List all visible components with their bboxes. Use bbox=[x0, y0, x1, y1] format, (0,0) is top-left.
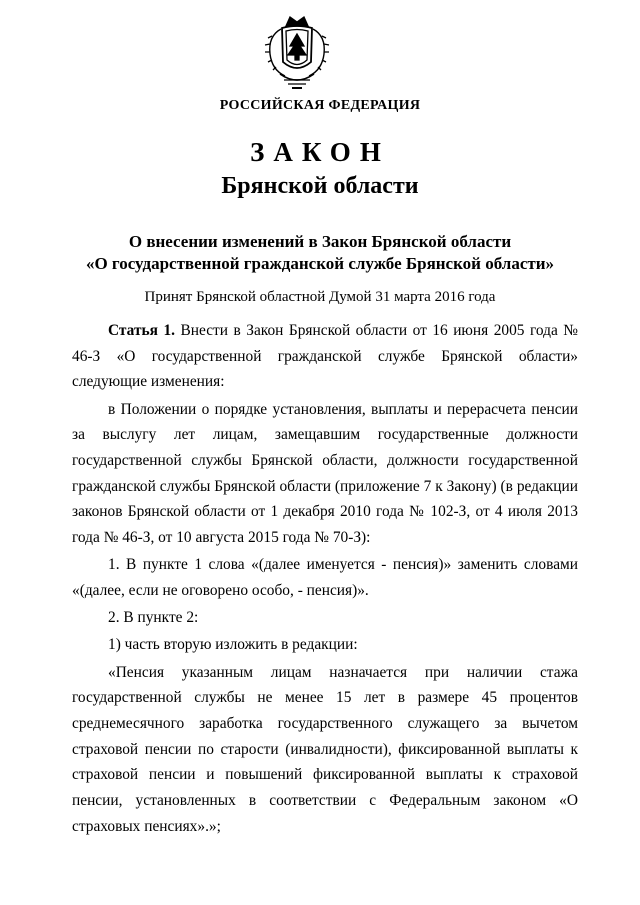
paragraph: 1. В пункте 1 слова «(далее именуется - пенсия)» заменить словами «(далее, если не оговорено особо, - пенсия)». bbox=[72, 556, 578, 600]
article-1 bbox=[72, 318, 578, 395]
document-type: ЗАКОН bbox=[250, 137, 390, 167]
document-body bbox=[72, 318, 578, 840]
law-title-line-1: О внесении изменений в Закон Брянской области bbox=[128, 232, 512, 251]
paragraph: «Пенсия указанным лицам назначается при наличии стажа государственной службы не менее 15 лет в размере 45 процентов среднемесячного заработка государственного служащего за вычетом страховой пенсии по старости (инвалидности), фиксированной выплаты к страховой пенсии и повышений фиксированной выплаты к страховой пенсии, установленных в соответствии с Федеральным законом «О страховых пенсиях».»; bbox=[72, 663, 578, 835]
article-1-text: Внести в Закон Брянской области от 16 июня 2005 года № 46-З «О государственной гражданской службе Брянской области» следующие изменения: bbox=[72, 322, 578, 391]
coat-of-arms-icon bbox=[262, 14, 332, 96]
paragraph: 2. В пункте 2: bbox=[108, 609, 199, 627]
region-name: Брянской области bbox=[221, 173, 419, 199]
paragraph: в Положении о порядке установления, выплаты и перерасчета пенсии за выслугу лет лицам, замещавшим государственные должности государственной службы Брянской области, должности государственной гражданской службы Брянской области (приложение 7 к Закону) (в редакции законов Брянской области от 1 декабря 2010 года № 102-З, от 4 июля 2013 года № 46-З, от 10 августа 2015 года № 70-З): bbox=[72, 400, 578, 547]
adoption-line: Принят Брянской областной Думой 31 марта 2016 года bbox=[144, 289, 496, 305]
law-title-line-2: «О государственной гражданской службе Брянской области» bbox=[85, 254, 555, 273]
paragraph: 1) часть вторую изложить в редакции: bbox=[108, 636, 358, 654]
article-1-label: Статья 1. bbox=[108, 322, 176, 339]
law-title bbox=[0, 231, 640, 275]
country-name: РОССИЙСКАЯ ФЕДЕРАЦИЯ bbox=[219, 98, 421, 113]
